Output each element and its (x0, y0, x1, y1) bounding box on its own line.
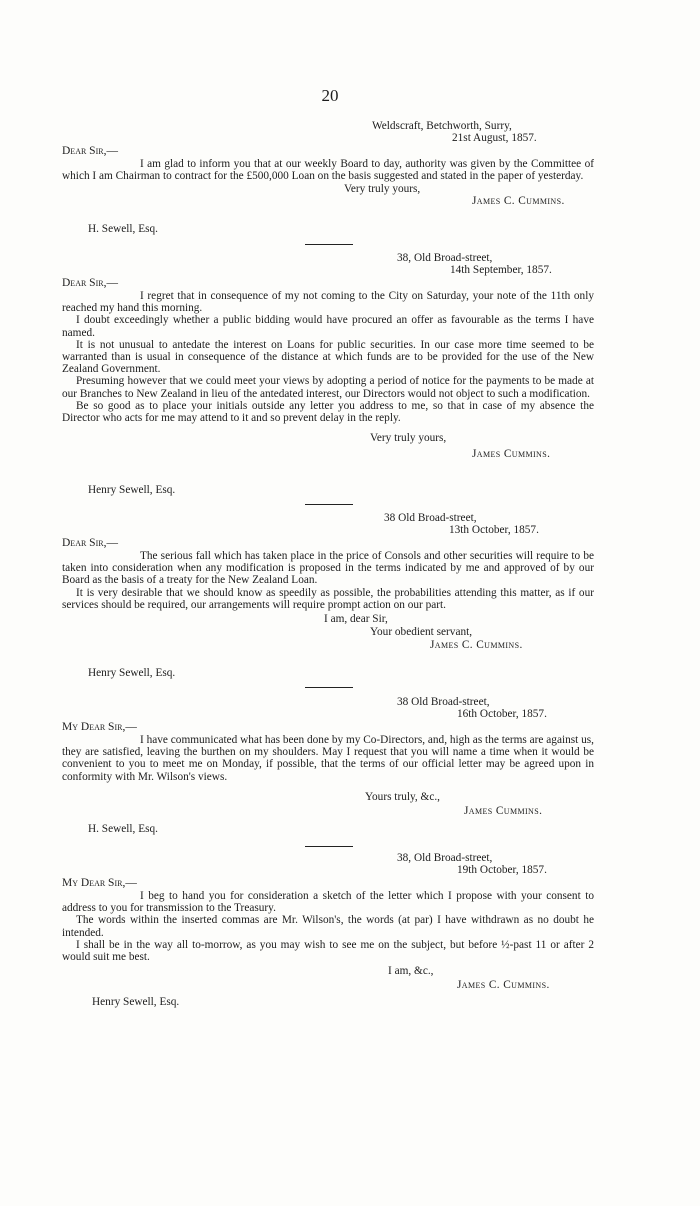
letter-body (62, 158, 594, 182)
signature: James C. Cummins. (472, 195, 565, 208)
separator-rule (305, 846, 353, 847)
recipient: Henry Sewell, Esq. (88, 484, 176, 496)
address-date: 21st August, 1857. (452, 132, 537, 144)
closing-line: I am, &c., (388, 965, 434, 978)
letter-body (62, 890, 594, 963)
paragraph: I doubt exceedingly whether a public bidding would have procured an offer as favourable as the terms I have named. (62, 314, 594, 339)
signature: James C. Cummins. (430, 639, 523, 652)
separator-rule (305, 504, 353, 505)
signature: James Cummins. (464, 804, 543, 817)
letter-3 (62, 512, 594, 653)
address-line: 38, Old Broad-street, (397, 852, 493, 864)
salutation: Dear Sir,— (62, 145, 118, 157)
closing-line: Yours truly, &c., (365, 790, 441, 803)
letter-address (62, 852, 594, 877)
letter-closing (62, 182, 594, 206)
recipient: Henry Sewell, Esq. (92, 996, 180, 1008)
closing-line: Very truly yours, (344, 183, 421, 196)
letter-closing (62, 432, 594, 464)
salutation: My Dear Sir,— (62, 877, 137, 889)
address-line: 38 Old Broad-street, (384, 512, 477, 524)
paragraph: The words within the inserted commas are Mr. Wilson's, the words (at par) I have withdrawn as no doubt he intended. (62, 914, 594, 939)
letter-1 (62, 120, 594, 206)
signature: James Cummins. (472, 448, 551, 461)
paragraph: It is very desirable that we should know as speedily as possible, the probabilities attending this matter, as if our services should be required, our arrangements will require prompt action on our part. (62, 586, 594, 611)
separator-rule (305, 687, 353, 688)
letter-address (62, 252, 594, 277)
letter-2 (62, 252, 594, 464)
address-line: 38, Old Broad-street, (397, 252, 493, 264)
paragraph: Presuming however that we could meet your views by adopting a period of notice for the payments to be made at our Branches to New Zealand in lieu of the antedated interest, our Directors would not object to such a modification. (62, 375, 594, 400)
salutation: My Dear Sir,— (62, 721, 137, 733)
address-date: 13th October, 1857. (449, 524, 539, 536)
letter-body (62, 734, 594, 783)
letter-address (62, 512, 594, 537)
salutation: Dear Sir,— (62, 277, 118, 289)
letter-address (62, 696, 594, 721)
address-date: 14th September, 1857. (450, 264, 552, 276)
letter-closing (62, 791, 594, 821)
letter-body (62, 550, 594, 611)
closing-line: Very truly yours, (370, 432, 447, 445)
paragraph: It is not unusual to antedate the interest on Loans for public securities. In our case more time seemed to be warranted than is usual in consequence of the distance at which funds are to be provided for the use of the New Zealand Government. (62, 338, 594, 376)
signature: James C. Cummins. (457, 979, 550, 992)
paragraph: I shall be in the way all to-morrow, as you may wish to see me on the subject, but before ½-past 11 or after 2 would suit me best. (62, 938, 594, 964)
address-line: 38 Old Broad-street, (397, 696, 490, 708)
salutation: Dear Sir,— (62, 537, 118, 549)
address-date: 19th October, 1857. (457, 864, 547, 876)
letter-4 (62, 696, 594, 821)
letter-closing (62, 965, 594, 995)
recipient: Henry Sewell, Esq. (88, 667, 176, 679)
paragraph: I am glad to inform you that at our weekly Board to day, authority was given by the Committee of which I am Chairman to contract for the £500,000 Loan on the basis suggested and stated in the paper of yesterday. (62, 158, 594, 183)
closing-line: Your obedient servant, (370, 626, 473, 639)
closing-line: I am, dear Sir, (324, 613, 388, 626)
paragraph: The serious fall which has taken place in the price of Consols and other securities will require to be taken into consideration when any modification is proposed in the terms indicated by me and approved of by our Board as the basis of a treaty for the New Zealand Loan. (62, 550, 594, 587)
separator-rule (305, 244, 353, 245)
letter-closing (62, 613, 594, 653)
paragraph: I have communicated what has been done by my Co-Directors, and, high as the terms are against us, they are satisfied, leaving the burthen on my shoulders. May I request that you will name a time when it would be convenient to you to meet me on Monday, if possible, that the terms of our official letter may be agreed upon in conformity with Mr. Wilson's views. (62, 734, 594, 783)
recipient: H. Sewell, Esq. (88, 223, 158, 235)
recipient: H. Sewell, Esq. (88, 823, 158, 835)
address-line: Weldscraft, Betchworth, Surry, (372, 120, 512, 132)
paragraph: Be so good as to place your initials outside any letter you address to me, so that in case of my absence the Director who acts for me may attend to it and so prevent delay in the reply. (62, 399, 594, 425)
page-number: 20 (321, 86, 339, 105)
letter-5 (62, 852, 594, 995)
letter-body (62, 290, 594, 424)
paragraph: I regret that in consequence of my not coming to the City on Saturday, your note of the 11th only reached my hand this morning. (62, 290, 594, 315)
letter-address (62, 120, 594, 145)
paragraph: I beg to hand you for consideration a sketch of the letter which I propose with your consent to address to you for transmission to the Treasury. (62, 890, 594, 915)
address-date: 16th October, 1857. (457, 708, 547, 720)
